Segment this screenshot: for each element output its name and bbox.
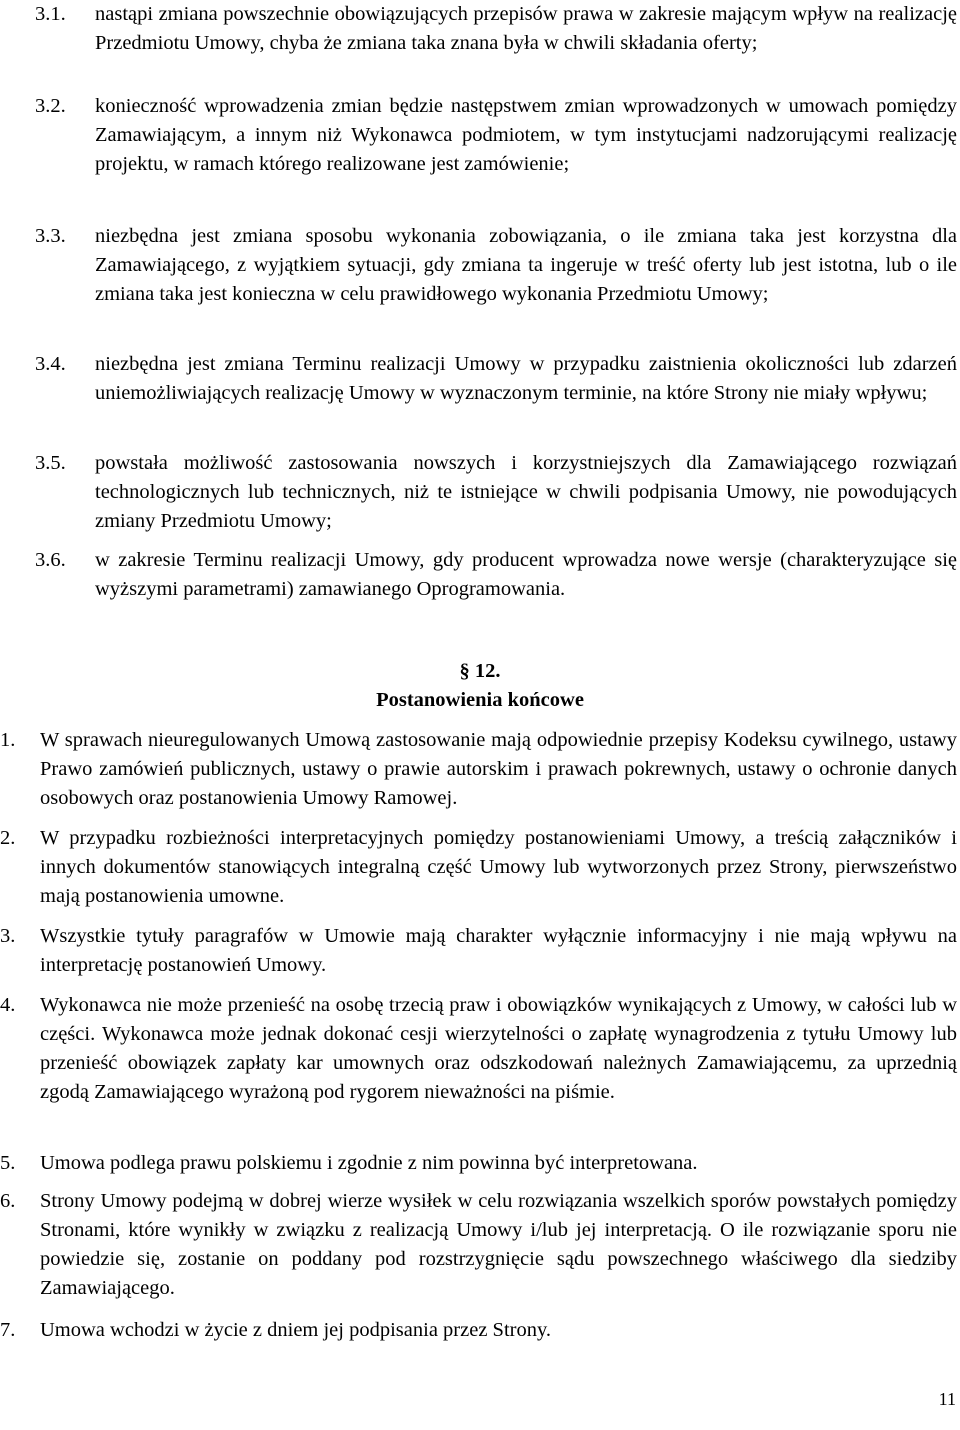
item-number: 1. bbox=[0, 729, 16, 751]
item-text: Umowa wchodzi w życie z dniem jej podpisania przez Strony. bbox=[40, 1319, 552, 1341]
list-item bbox=[0, 824, 957, 911]
item-text: niezbędna jest zmiana Terminu realizacji Umowy w przypadku zaistnienia okoliczności lub zdarzeń uniemożliwiających realizację Umowy w wyznaczonym terminie, na które Strony nie miały wpływu; bbox=[95, 353, 957, 404]
item-number: 3. bbox=[0, 925, 16, 947]
item-text: W sprawach nieuregulowanych Umową zastosowanie mają odpowiednie przepisy Kodeksu cywilnego, ustawy Prawo zamówień publicznych, ustawy o prawie autorskim i prawach pokrewnych, ustawy o ochronie danych osobowych oraz postanowienia Umowy Ramowej. bbox=[40, 729, 957, 809]
item-number: 6. bbox=[0, 1190, 16, 1212]
section-title: Postanowienia końcowe bbox=[376, 689, 584, 711]
item-number: 3.1. bbox=[35, 3, 66, 25]
item-number: 5. bbox=[0, 1152, 16, 1174]
list-item bbox=[0, 1187, 957, 1303]
list-item bbox=[0, 92, 957, 179]
item-text: Umowa podlega prawu polskiemu i zgodnie z nim powinna być interpretowana. bbox=[40, 1152, 698, 1174]
item-text: niezbędna jest zmiana sposobu wykonania zobowiązania, o ile zmiana taka jest korzystna dla Zamawiającego, z wyjątkiem sytuacji, gdy zmiana ta ingeruje w treść oferty lub jest istotna, lub o ile zmiana taka jest konieczna w celu prawidłowego wykonania Przedmiotu Umowy; bbox=[95, 225, 957, 305]
item-number: 3.5. bbox=[35, 452, 66, 474]
list-item bbox=[0, 546, 957, 604]
list-item bbox=[0, 726, 957, 813]
item-number: 3.3. bbox=[35, 225, 66, 247]
list-item bbox=[0, 1149, 957, 1178]
page-number: 11 bbox=[938, 1389, 956, 1409]
item-number: 3.6. bbox=[35, 549, 66, 571]
item-number: 4. bbox=[0, 994, 16, 1016]
section-number: § 12. bbox=[459, 660, 501, 682]
item-text: Strony Umowy podejmą w dobrej wierze wysiłek w celu rozwiązania wszelkich sporów powstałych pomiędzy Stronami, które wynikły w związku z realizacją Umowy i/lub jej interpretacją. O ile rozwiązanie sporu nie powiedzie się, zostanie on poddany pod rozstrzygnięcie sądu powszechnego właściwego dla siedziby Zamawiającego. bbox=[40, 1190, 957, 1299]
item-number: 3.2. bbox=[35, 95, 66, 117]
item-number: 7. bbox=[0, 1319, 16, 1341]
list-item bbox=[0, 1316, 957, 1345]
item-number: 3.4. bbox=[35, 353, 66, 375]
list-item bbox=[0, 0, 957, 58]
item-text: powstała możliwość zastosowania nowszych i korzystniejszych dla Zamawiającego rozwiązań technologicznych lub technicznych, niż te istniejące w chwili podpisania Umowy, nie powodujących zmiany Przedmiotu Umowy; bbox=[95, 452, 957, 532]
item-number: 2. bbox=[0, 827, 16, 849]
item-text: w zakresie Terminu realizacji Umowy, gdy producent wprowadza nowe wersje (charakteryzujące się wyższymi parametrami) zamawianego Oprogramowania. bbox=[95, 549, 957, 600]
list-item bbox=[0, 222, 957, 309]
list-item bbox=[0, 449, 957, 536]
item-text: W przypadku rozbieżności interpretacyjnych pomiędzy postanowieniami Umowy, a treścią załączników i innych dokumentów stanowiących integralną część Umowy lub wytworzonych przez Strony, pierwszeństwo mają postanowienia umowne. bbox=[40, 827, 957, 907]
item-text: nastąpi zmiana powszechnie obowiązujących przepisów prawa w zakresie mającym wpływ na realizację Przedmiotu Umowy, chyba że zmiana taka znana była w chwili składania oferty; bbox=[95, 3, 957, 54]
list-item bbox=[0, 991, 957, 1107]
item-text: Wszystkie tytuły paragrafów w Umowie mają charakter wyłącznie informacyjny i nie mają wpływu na interpretację postanowień Umowy. bbox=[40, 925, 957, 976]
item-text: konieczność wprowadzenia zmian będzie następstwem zmian wprowadzonych w umowach pomiędzy Zamawiającym, a innym niż Wykonawca podmiotem, w tym instytucjami nadzorującymi realizację projektu, w ramach którego realizowane jest zamówienie; bbox=[95, 95, 957, 175]
list-item bbox=[0, 922, 957, 980]
item-text: Wykonawca nie może przenieść na osobę trzecią praw i obowiązków wynikających z Umowy, w całości lub w części. Wykonawca może jednak dokonać cesji wierzytelności o zapłatę wynagrodzenia z tytułu Umowy lub przenieść obowiązek zapłaty kar umownych oraz odszkodowań należnych Zamawiającemu, za uprzednią zgodą Zamawiającego wyrażoną pod rygorem nieważności na piśmie. bbox=[40, 994, 957, 1103]
list-item bbox=[0, 350, 957, 408]
